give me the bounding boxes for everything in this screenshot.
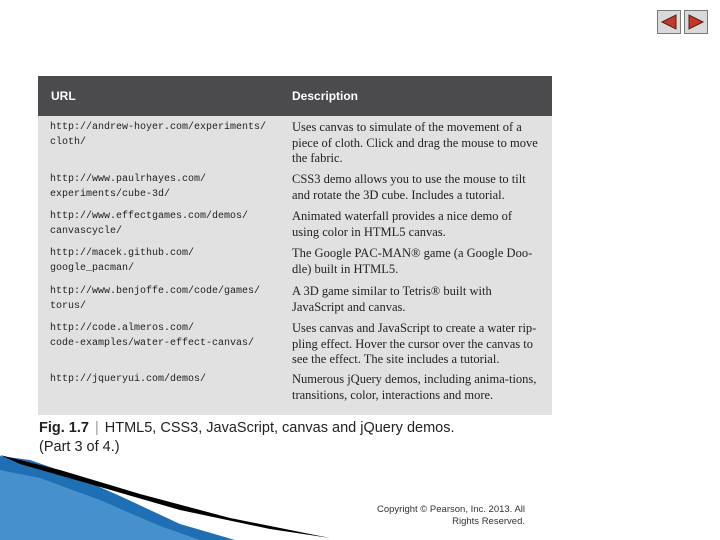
figure-label: Fig. 1.7 bbox=[39, 420, 89, 436]
caption-part: (Part 3 of 4.) bbox=[39, 439, 120, 455]
row-description: CSS3 demo allows you to use the mouse to tilt and rotate the 3D cube. Includes a tutorial. bbox=[292, 172, 526, 202]
row-description: Animated waterfall provides a nice demo of using color in HTML5 canvas. bbox=[292, 209, 513, 239]
row-description: Numerous jQuery demos, including anima-tions, transitions, color, interactions and more. bbox=[292, 372, 537, 402]
row-url: http://code.almeros.com/ code-examples/water-effect-canvas/ bbox=[50, 323, 255, 349]
row-description: A 3D game similar to Tetris® built with JavaScript and canvas. bbox=[292, 284, 492, 314]
row-description: The Google PAC-MAN® game (a Google Doo-dle) built in HTML5. bbox=[292, 246, 533, 276]
copyright-line: Rights Reserved. bbox=[452, 516, 525, 527]
row-description: Uses canvas and JavaScript to create a water rip-pling effect. Hover the cursor over the canvas to see the effect. The site includes a tutorial. bbox=[292, 321, 537, 366]
caption-text: HTML5, CSS3, JavaScript, canvas and jQuery demos. bbox=[104, 420, 455, 436]
row-url: http://www.effectgames.com/demos/ canvascycle/ bbox=[50, 211, 249, 237]
copyright-notice bbox=[340, 504, 525, 528]
copyright-line: Copyright © Pearson, Inc. 2013. All bbox=[377, 504, 525, 515]
row-url: http://andrew-hoyer.com/experiments/ cloth/ bbox=[50, 122, 267, 148]
row-url: http://www.paulrhayes.com/ experiments/cube-3d/ bbox=[50, 174, 207, 200]
row-description: Uses canvas to simulate of the movement of a piece of cloth. Click and drag the mouse to move the fabric. bbox=[292, 120, 538, 165]
description-column-header: Description bbox=[292, 89, 359, 103]
caption-separator: | bbox=[94, 420, 99, 436]
row-url: http://jqueryui.com/demos/ bbox=[50, 374, 207, 385]
row-url: http://www.benjoffe.com/code/games/ torus/ bbox=[50, 286, 261, 312]
row-url: http://macek.github.com/ google_pacman/ bbox=[50, 248, 195, 274]
url-column-header: URL bbox=[51, 89, 76, 103]
